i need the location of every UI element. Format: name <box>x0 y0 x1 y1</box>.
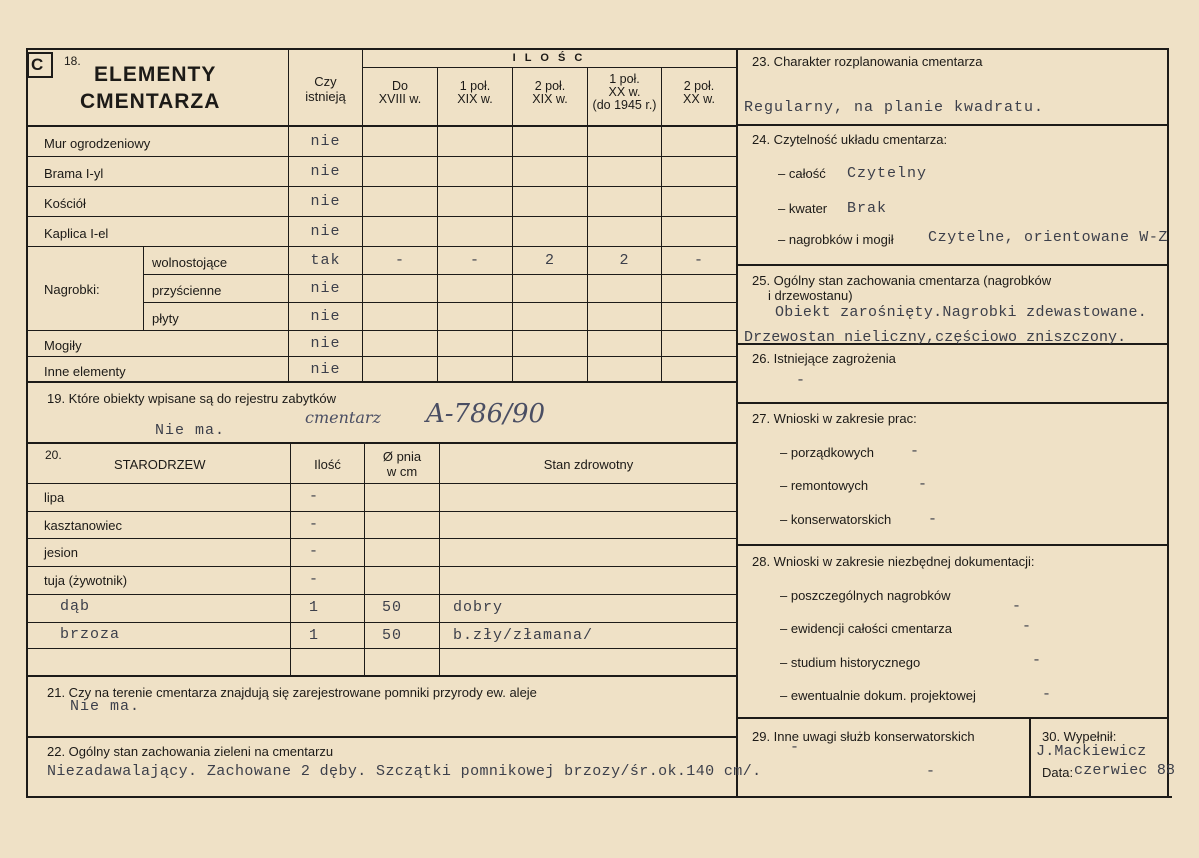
element-exists-value: nie <box>310 280 341 297</box>
frame-right <box>1167 48 1169 798</box>
grid-line <box>26 156 737 157</box>
section-29-value-2: - <box>926 763 937 780</box>
section-28-item-label: – poszczególnych nagrobków <box>780 588 951 603</box>
grid-line <box>26 216 737 217</box>
element-row-label: Brama I-yl <box>44 166 104 181</box>
section-28-label: 28. Wnioski w zakresie niezbędnej dokumentacji: <box>752 554 1035 569</box>
grid-line <box>26 442 737 444</box>
element-exists-value: tak <box>310 252 341 269</box>
section-18-title-line2: CMENTARZA <box>80 90 221 113</box>
section-25-label-line2: i drzewostanu) <box>768 288 853 303</box>
element-row-label: Mur ogrodzeniowy <box>44 136 151 151</box>
grid-line <box>26 186 737 187</box>
tree-diameter-header: Ø pnia w cm <box>382 449 422 479</box>
grid-line <box>1029 717 1031 797</box>
exists-header: Czy istnieją <box>305 74 346 104</box>
grid-line <box>143 246 144 330</box>
grid-line <box>736 717 1169 719</box>
handwritten-word: cmentarz <box>305 408 381 427</box>
grid-line <box>26 594 737 595</box>
frame-left <box>26 48 28 798</box>
element-qty-value: - <box>394 252 405 269</box>
section-27-item-value: - <box>910 443 921 460</box>
element-row-label: Kościół <box>44 196 86 211</box>
period-header: 1 poł. XIX w. <box>457 79 493 106</box>
section-28-item-value: - <box>1012 598 1023 615</box>
section-23-value: Regularny, na planie kwadratu. <box>744 99 1045 116</box>
period-header: 1 poł. XX w. (do 1945 r.) <box>592 72 657 112</box>
section-21-label: 21. Czy na terenie cmentarza znajdują się zarejestrowane pomniki przyrody ew. aleje <box>47 685 537 700</box>
section-19-label: 19. Które obiekty wpisane są do rejestru zabytków <box>47 391 337 406</box>
section-24-item-value: Czytelne, orientowane W-Z <box>928 229 1169 246</box>
section-24-item-value: Czytelny <box>847 165 928 182</box>
grid-line <box>661 68 662 382</box>
element-exists-value: nie <box>310 308 341 325</box>
grid-line <box>26 675 737 677</box>
grid-line <box>290 442 291 676</box>
element-qty-value: - <box>469 252 480 269</box>
nagrobki-group-label: Nagrobki: <box>44 282 100 297</box>
section-26-label: 26. Istniejące zagrożenia <box>752 351 896 366</box>
tree-qty: - <box>309 571 320 588</box>
element-row-label: płyty <box>152 311 179 326</box>
tree-qty: 1 <box>309 627 320 644</box>
tree-health-header: Stan zdrowotny <box>543 457 634 472</box>
grid-line <box>26 511 737 512</box>
element-row-label: Mogiły <box>44 338 82 353</box>
tree-name: kasztanowiec <box>44 518 123 533</box>
section-23-label: 23. Charakter rozplanowania cmentarza <box>752 54 983 69</box>
grid-line <box>26 381 737 383</box>
tree-qty: - <box>309 516 320 533</box>
element-exists-value: nie <box>310 133 341 150</box>
grid-line <box>143 274 737 275</box>
section-29-label: 29. Inne uwagi służb konserwatorskich <box>752 729 975 744</box>
grid-line <box>26 246 737 247</box>
frame-bottom <box>26 796 1172 798</box>
element-row-label: Inne elementy <box>44 363 126 379</box>
tree-name: tuja (żywotnik) <box>44 573 128 588</box>
grid-line <box>437 68 438 382</box>
section-20-number: 20. <box>45 448 62 462</box>
section-20-title: STARODRZEW <box>114 457 206 472</box>
section-29-value: - <box>790 739 801 756</box>
grid-line <box>736 124 1169 126</box>
tree-diameter: 50 <box>382 599 403 616</box>
section-28-item-label: – ewidencji całości cmentarza <box>780 621 952 636</box>
tree-name: brzoza <box>60 626 121 643</box>
tree-name: jesion <box>44 545 78 560</box>
element-exists-value: nie <box>310 223 341 240</box>
section-28-item-label: – studium historycznego <box>780 655 921 670</box>
element-exists-value: nie <box>310 163 341 180</box>
tree-qty-header: Ilość <box>314 457 341 472</box>
element-row-label: Kaplica I-el <box>44 226 109 241</box>
element-qty-value: - <box>693 252 704 269</box>
column-divider <box>736 48 738 798</box>
filled-by-name: J.Mackiewicz <box>1036 743 1147 760</box>
element-exists-value: nie <box>310 335 341 352</box>
section-22-label: 22. Ogólny stan zachowania zieleni na cmentarzu <box>47 744 334 759</box>
section-27-label: 27. Wnioski w zakresie prac: <box>752 411 917 426</box>
section-28-item-value: - <box>1022 618 1033 635</box>
grid-line <box>26 538 737 539</box>
element-row-label: wolnostojące <box>152 255 228 270</box>
section-26-value: - <box>796 372 807 389</box>
section-24-item-label: – całość <box>778 166 826 181</box>
date-value: czerwiec 88 <box>1074 762 1176 779</box>
grid-line <box>512 68 513 382</box>
section-28-item-label: – ewentualnie dokum. projektowej <box>780 688 976 703</box>
grid-line <box>362 67 737 68</box>
tree-qty: - <box>309 488 320 505</box>
grid-line <box>26 736 737 738</box>
tree-diameter: 50 <box>382 627 403 644</box>
grid-line <box>26 356 737 357</box>
grid-line <box>736 544 1169 546</box>
grid-line <box>26 330 737 331</box>
section-24-label: 24. Czytelność układu cmentarza: <box>752 132 948 147</box>
section-24-item-value: Brak <box>847 200 888 217</box>
section-28-item-value: - <box>1042 686 1053 703</box>
section-19-value: Nie ma. <box>155 422 226 439</box>
element-qty-value: 2 <box>619 252 630 269</box>
element-row-label: przyścienne <box>152 283 222 298</box>
section-27-item-label: – konserwatorskich <box>780 512 892 527</box>
section-27-item-label: – porządkowych <box>780 445 874 460</box>
section-24-item-label: – kwater <box>778 201 828 216</box>
tree-qty: 1 <box>309 599 320 616</box>
frame-top <box>26 48 1169 50</box>
grid-line <box>26 483 737 484</box>
grid-line <box>736 264 1169 266</box>
grid-line <box>26 125 737 127</box>
period-header: 2 poł. XX w. <box>683 79 715 106</box>
section-18-title-line1: ELEMENTY <box>94 63 217 86</box>
period-header: Do XVIII w. <box>378 79 422 106</box>
section-25-value-line2: Drzewostan nieliczny,częściowo zniszczony. <box>744 329 1127 346</box>
section-25-value-line1: Obiekt zarośnięty.Nagrobki zdewastowane. <box>775 304 1148 321</box>
grid-line <box>736 402 1169 404</box>
grid-line <box>587 68 588 382</box>
tree-health: b.zły/złamana/ <box>453 627 594 644</box>
section-30-label: 30. Wypełnił: <box>1042 729 1117 744</box>
grid-line <box>143 302 737 303</box>
section-27-item-value: - <box>928 511 939 528</box>
period-header: 2 poł. XIX w. <box>532 79 568 106</box>
grid-line <box>26 622 737 623</box>
card-code: C <box>31 55 44 74</box>
grid-line <box>439 442 440 676</box>
grid-line <box>26 566 737 567</box>
section-27-item-value: - <box>918 476 929 493</box>
tree-qty: - <box>309 543 320 560</box>
grid-line <box>26 648 737 649</box>
section-25-label-line1: 25. Ogólny stan zachowania cmentarza (nagrobków <box>752 273 1052 288</box>
section-28-item-value: - <box>1032 652 1043 669</box>
date-label: Data: <box>1042 765 1074 780</box>
section-22-value: Niezadawalający. Zachowane 2 dęby. Szczątki pomnikowej brzozy/śr.ok.140 cm/. <box>47 763 762 780</box>
section-18-number: 18. <box>64 54 81 68</box>
tree-name: lipa <box>44 490 65 505</box>
element-exists-value: nie <box>310 360 341 378</box>
tree-health: dobry <box>453 599 504 616</box>
element-qty-value: 2 <box>544 252 555 269</box>
section-24-item-label: – nagrobków i mogił <box>778 232 894 247</box>
quantity-header: I L O Ś C <box>512 52 586 64</box>
handwritten-register-number: A-786/90 <box>426 399 546 429</box>
section-21-value: Nie ma. <box>70 698 141 715</box>
element-exists-value: nie <box>310 193 341 210</box>
section-27-item-label: – remontowych <box>780 478 869 493</box>
tree-name: dąb <box>60 598 91 615</box>
